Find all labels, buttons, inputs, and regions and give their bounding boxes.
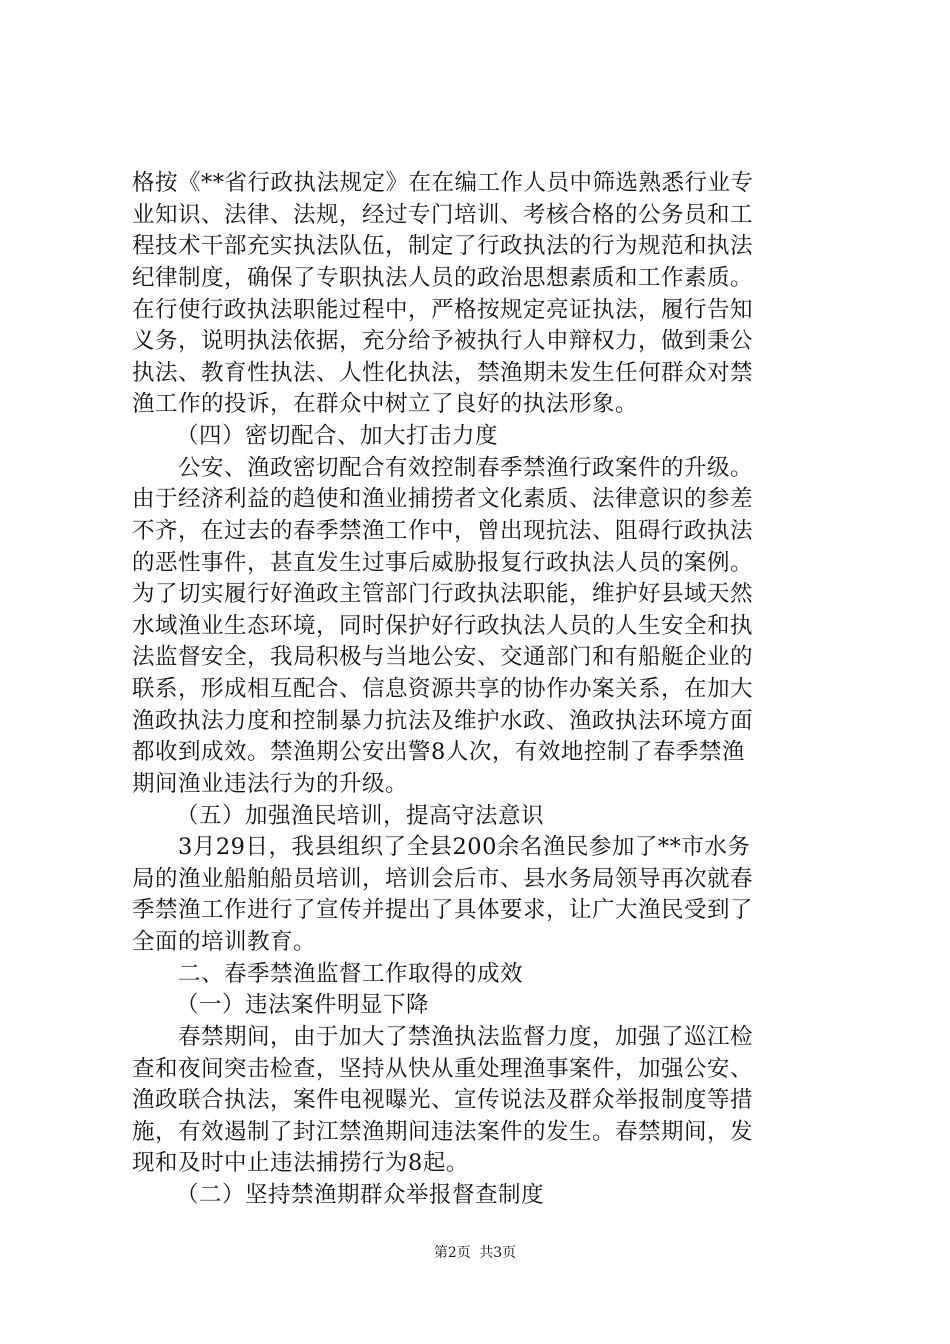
body-line: 义务，说明执法依据，充分给予被执行人申辩权力，做到秉公 bbox=[132, 328, 754, 354]
body-line: 在行使行政执法职能过程中，严格按规定亮证执法，履行告知 bbox=[132, 297, 754, 323]
body-line: 纪律制度，确保了专职执法人员的政治思想素质和工作素质。 bbox=[132, 265, 754, 291]
chapter-heading: 二、春季禁渔监督工作取得的成效 bbox=[178, 961, 524, 987]
section-heading: （一）违法案件明显下降 bbox=[176, 992, 430, 1018]
section-heading: （二）坚持禁渔期群众举报督查制度 bbox=[176, 1182, 545, 1208]
body-line: 期间渔业违法行为的升级。 bbox=[132, 771, 409, 797]
body-line: 为了切实履行好渔政主管部门行政执法职能，维护好县域天然 bbox=[132, 581, 754, 607]
body-line: 都收到成效。禁渔期公安出警8人次，有效地控制了春季禁渔 bbox=[132, 739, 745, 765]
page-footer bbox=[0, 1243, 950, 1263]
section-heading: （四）密切配合、加大打击力度 bbox=[176, 423, 499, 449]
body-line: 查和夜间突击检查，坚持从快从重处理渔事案件，加强公安、 bbox=[132, 1056, 754, 1082]
paragraph-first-line: 3月29日，我县组织了全县200余名渔民参加了**市水务 bbox=[178, 834, 751, 860]
body-line: 现和及时中止违法捕捞行为8起。 bbox=[132, 1150, 469, 1176]
paragraph-first-line: 春禁期间，由于加大了禁渔执法监督力度，加强了巡江检 bbox=[178, 1024, 754, 1050]
body-line: 渔工作的投诉，在群众中树立了良好的执法形象。 bbox=[132, 391, 639, 417]
body-line: 季禁渔工作进行了宣传并提出了具体要求，让广大渔民受到了 bbox=[132, 897, 754, 923]
body-line: 程技术干部充实执法队伍，制定了行政执法的行为规范和执法 bbox=[132, 233, 754, 259]
body-line: 渔政联合执法，案件电视曝光、宣传说法及群众举报制度等措 bbox=[132, 1087, 754, 1113]
body-line: 不齐，在过去的春季禁渔工作中，曾出现抗法、阻碍行政执法 bbox=[132, 518, 754, 544]
paragraph-first-line: 公安、渔政密切配合有效控制春季禁渔行政案件的升级。 bbox=[178, 455, 754, 481]
page-total: 共3页 bbox=[479, 1245, 517, 1261]
body-line: 由于经济利益的趋使和渔业捕捞者文化素质、法律意识的参差 bbox=[132, 486, 754, 512]
body-line: 格按《**省行政执法规定》在在编工作人员中筛选熟悉行业专 bbox=[132, 170, 754, 196]
body-line: 局的渔业船舶船员培训，培训会后市、县水务局领导再次就春 bbox=[132, 866, 754, 892]
body-line: 水域渔业生态环境，同时保护好行政执法人员的人生安全和执 bbox=[132, 613, 754, 639]
body-line: 联系，形成相互配合、信息资源共享的协作办案关系，在加大 bbox=[132, 676, 754, 702]
section-heading: （五）加强渔民培训，提高守法意识 bbox=[176, 803, 545, 829]
body-line: 的恶性事件，甚直发生过事后威胁报复行政执法人员的案例。 bbox=[132, 550, 754, 576]
body-line: 施，有效遏制了封江禁渔期间违法案件的发生。春禁期间，发 bbox=[132, 1119, 754, 1145]
body-line: 渔政执法力度和控制暴力抗法及维护水政、渔政执法环境方面 bbox=[132, 708, 754, 734]
page-number: 第2页 bbox=[433, 1245, 471, 1261]
body-line: 执法、教育性执法、人性化执法，禁渔期未发生任何群众对禁 bbox=[132, 360, 754, 386]
body-line: 全面的培训教育。 bbox=[132, 929, 317, 955]
body-line: 业知识、法律、法规，经过专门培训、考核合格的公务员和工 bbox=[132, 202, 754, 228]
body-line: 法监督安全，我局积极与当地公安、交通部门和有船艇企业的 bbox=[132, 644, 754, 670]
